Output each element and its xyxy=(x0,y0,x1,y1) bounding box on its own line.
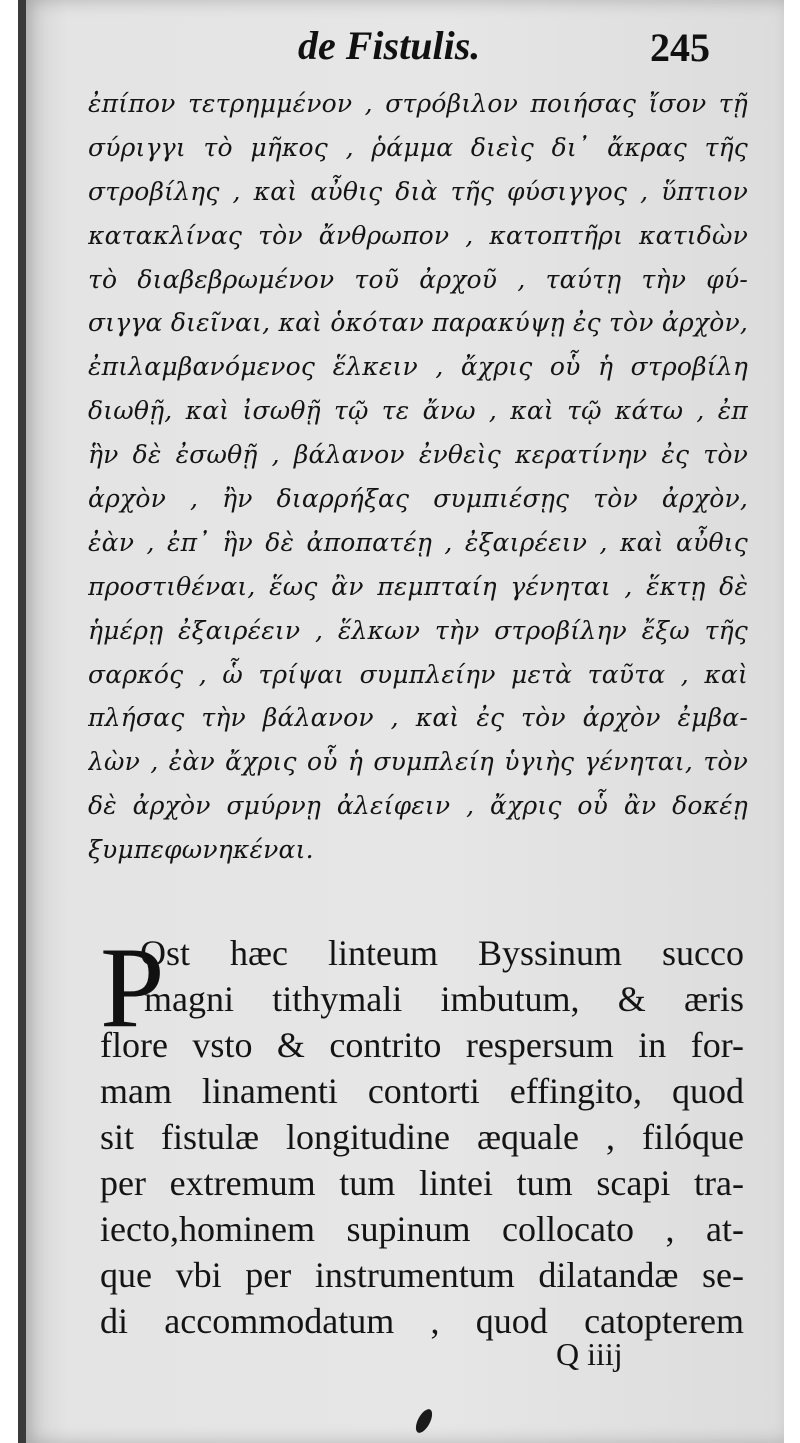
greek-line: ἣν δὲ ἐσωθῇ , βάλανον ἐνθεὶς κερατίνην ἐς τὸν xyxy=(88,440,748,470)
running-head-title: de Fistulis. xyxy=(298,23,481,68)
greek-line: λὼν , ἐὰν ἄχρις οὗ ἡ συμπλείη ὑγιὴς γένηται, τὸν xyxy=(88,747,748,777)
greek-line: ἐπιλαμβανόμενος ἕλκειν , ἄχρις οὗ ἡ στροβίλη xyxy=(88,352,748,382)
latin-line: magni tithymali imbutum, & æris xyxy=(144,979,744,1019)
latin-line: sit fistulæ longitudine æquale , filóque xyxy=(100,1117,744,1157)
greek-line: σαρκός , ὧ τρίψαι συμπλείην μετὰ ταῦτα , καὶ xyxy=(88,659,748,689)
greek-line: κατακλίνας τὸν ἄνθρωπον , κατοπτῆρι κατιδὼν xyxy=(88,220,748,250)
latin-line: Ost hæc linteum Byssinum succo xyxy=(140,933,744,973)
greek-line: ξυμπεφωνηκέναι. xyxy=(88,835,314,865)
drop-cap-initial: P xyxy=(100,924,165,1052)
greek-line: πλήσας τὴν βάλανον , καὶ ἐς τὸν ἀρχὸν ἐμβα- xyxy=(88,703,748,733)
greek-text-block xyxy=(88,82,748,872)
latin-line: per extremum tum lintei tum scapi tra- xyxy=(100,1163,744,1203)
signature-mark: Q iiij xyxy=(556,1336,623,1372)
greek-line: προστιθέναι, ἕως ἂν πεμπταίη γένηται , ἕκτῃ δὲ xyxy=(88,571,748,601)
greek-line: σιγγα διεῖναι, καὶ ὁκόταν παρακύψῃ ἐς τὸν ἀρχὸν, xyxy=(88,308,748,338)
greek-line: στροβίλης , καὶ αὖθις διὰ τῆς φύσιγγος , ὕπτιον xyxy=(88,176,748,206)
latin-line: mam linamenti contorti effingito, quod xyxy=(100,1071,744,1111)
greek-line: ἐὰν , ἐπ᾽ ἣν δὲ ἀποπατέῃ , ἐξαιρέειν , καὶ αὖθις xyxy=(88,527,748,557)
page-binding-edge xyxy=(18,0,26,1443)
latin-line: iecto,hominem supinum collocato , at- xyxy=(100,1209,744,1249)
greek-line: ἐπίπον τετρημμένον , στρόβιλον ποιήσας ἴσον τῇ xyxy=(88,89,748,118)
latin-line: di accommodatum , quod catopterem xyxy=(100,1301,744,1341)
greek-line: δὲ ἀρχὸν σμύρνῃ ἀλείφειν , ἄχρις οὗ ἂν δοκέῃ xyxy=(88,791,748,821)
greek-line: διωθῇ, καὶ ἰσωθῇ τῷ τε ἄνω , καὶ τῷ κάτω , ἐπ xyxy=(88,396,748,426)
greek-line: σύριγγι τὸ μῆκος , ῥάμμα διεὶς δι᾽ ἄκρας τῆς xyxy=(88,132,748,162)
greek-line: ἡμέρῃ ἐξαιρέειν , ἕλκων τὴν στροβίλην ἔξω τῆς xyxy=(88,615,748,645)
latin-line: flore vsto & contrito respersum in for- xyxy=(100,1025,744,1065)
greek-line: ἀρχὸν , ἢν διαρρήξας συμπιέσῃς τὸν ἀρχὸν, xyxy=(88,484,748,514)
page-number: 245 xyxy=(650,25,710,70)
greek-line: τὸ διαβεβρωμένον τοῦ ἀρχοῦ , ταύτῃ τὴν φύ- xyxy=(88,264,748,294)
latin-line: que vbi per instrumentum dilatandæ se- xyxy=(100,1255,744,1295)
